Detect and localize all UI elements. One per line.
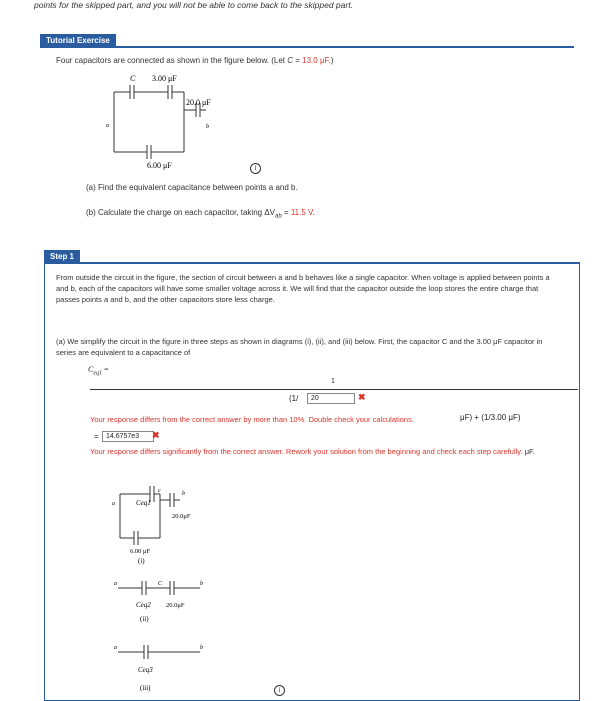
error-2-unit: μF. <box>524 447 535 456</box>
diag2-cap20: 20.0μF <box>166 602 185 609</box>
error-message-2 <box>90 447 574 457</box>
diag1-label: (i) <box>138 557 145 565</box>
fraction-prefix: (1/ <box>289 394 299 403</box>
ceq-equals: = <box>102 365 109 374</box>
diag2-b: b <box>200 581 203 587</box>
tutorial-divider <box>40 46 574 48</box>
fraction-bar <box>90 389 578 390</box>
part-b-sub: ab <box>275 213 282 220</box>
part-b-prefix: (b) Calculate the charge on each capacitor, taking ΔV <box>86 208 276 217</box>
problem-statement <box>56 56 333 65</box>
fig-point-b: b <box>206 124 209 130</box>
diag1-c: c <box>158 488 161 494</box>
error-message-1: Your response differs from the correct answer by more than 10%. Double check your calculations. <box>90 415 414 424</box>
circuit-figure <box>100 72 230 170</box>
diag1-a: a <box>112 501 115 507</box>
part-b-value: 11.5 V <box>290 208 313 217</box>
unit-tail: μF) + (1/3.00 μF) <box>460 413 521 422</box>
result-equals: = <box>94 432 99 441</box>
problem-prefix: Four capacitors are connected as shown in the figure below. (Let <box>56 56 288 65</box>
diag2-c: C <box>158 581 163 587</box>
part-a-question: (a) Find the equivalent capacitance between points a and b. <box>86 183 298 192</box>
info-icon[interactable]: i <box>250 163 261 174</box>
fig-point-a: a <box>106 123 109 129</box>
x-mark-icon: ✖ <box>152 430 160 440</box>
diag1-cap6: 6.00 μF <box>130 548 151 555</box>
error-2-text: Your response differs significantly from the correct answer. Rework your solution from the beginning and check each step carefully. <box>90 447 523 456</box>
ceq-symbol: C <box>88 365 94 374</box>
diag1-ceq1: Ceq1 <box>136 499 151 507</box>
problem-equals: = <box>293 56 303 65</box>
fig-cap1-label: 3.00 μF <box>152 74 177 83</box>
part-b-suffix: . <box>312 208 315 217</box>
diag3-a: a <box>114 645 117 651</box>
problem-c-value: 13.0 μF <box>302 56 329 65</box>
step-1-header: Step 1 <box>44 250 80 263</box>
step-intro-paragraph: From outside the circuit in the figure, the section of circuit between a and b behaves like a single capacitor. When voltage is applied between points a and b, each of the capacitors will have some smaller voltage across it. We will find that the capacitor outside the loop stores the entire charge that passes points a and b, and the other capacitors store less charge. <box>56 273 550 304</box>
tutorial-exercise-header: Tutorial Exercise <box>40 34 116 47</box>
diag1-b: b <box>182 491 185 497</box>
info-icon[interactable]: i <box>274 685 285 696</box>
fig-cap2-label: 20.0 μF <box>186 98 211 107</box>
denominator-input[interactable]: 20 <box>307 393 355 404</box>
fig-c-label: C <box>130 74 136 83</box>
problem-suffix: .) <box>328 56 334 65</box>
skip-warning: points for the skipped part, and you will not be able to come back to the skipped part. <box>34 0 353 10</box>
diag3-ceq3: Ceq3 <box>138 666 153 674</box>
diagram-ii <box>110 576 220 626</box>
ceq-sub: eq1 <box>93 370 103 377</box>
fig-cap3-label: 6.00 μF <box>147 161 172 170</box>
diag2-ceq2: Ceq2 <box>136 601 151 609</box>
part-b-equals: = <box>281 208 291 217</box>
diagram-i <box>110 478 220 566</box>
diag2-label: (ii) <box>140 615 149 623</box>
step-part-a-paragraph: (a) We simplify the circuit in the figure in three steps as shown in diagrams (i), (ii), and (iii) below. First, the capacitor C and the 3.00 μF capacitor in series are equivalent to a capacitance of <box>56 337 543 357</box>
diag2-a: a <box>114 581 117 587</box>
fraction-numerator: 1 <box>331 378 335 385</box>
result-input[interactable]: 14.6757e3 <box>102 431 154 442</box>
problem-c-label: C <box>287 56 294 65</box>
diag3-b: b <box>200 645 203 651</box>
x-mark-icon: ✖ <box>358 392 366 402</box>
diagram-iii <box>110 640 220 696</box>
diag3-label: (iii) <box>140 684 151 692</box>
part-b-question <box>86 208 315 220</box>
diag1-cap20: 20.0μF <box>172 513 191 520</box>
ceq1-label <box>88 365 109 377</box>
